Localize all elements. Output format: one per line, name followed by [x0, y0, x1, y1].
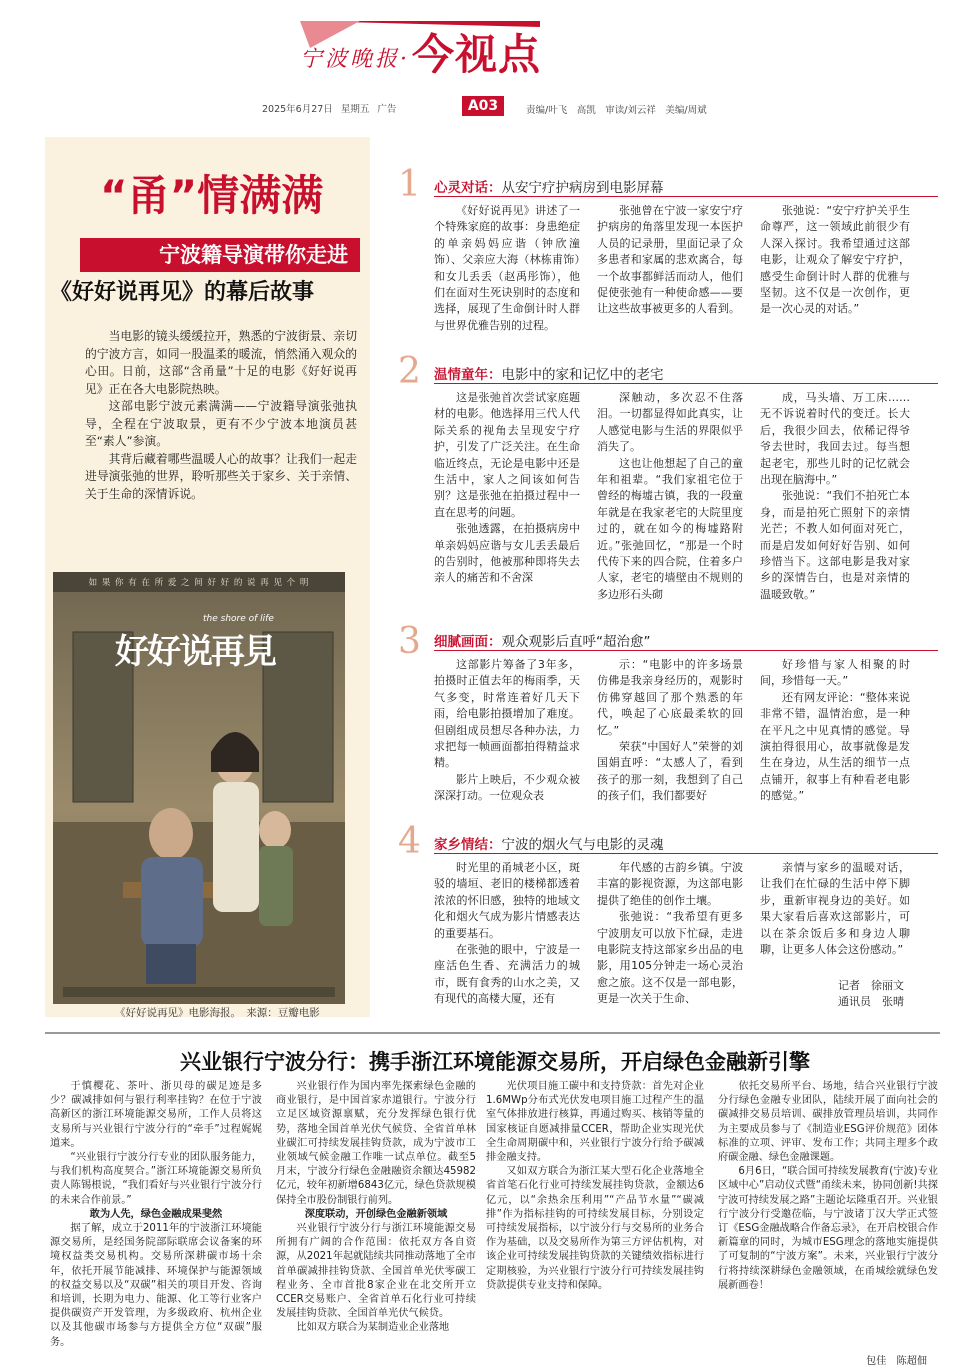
ad-label: 广告 — [377, 104, 397, 115]
body-paragraph: 张弛说：“我希望有更多宁波朋友可以放下忙碌，走进电影院支持这部家乡出品的电影，用105分钟走一场心灵治愈之旅。这不仅是一部电影，更是一次关于生命、 — [597, 910, 743, 1006]
article-divider — [45, 1032, 940, 1034]
section-number: 2 — [398, 351, 421, 392]
bank-article-byline: 包佳 陈超佃 — [866, 1356, 928, 1367]
feature-intro — [85, 328, 357, 503]
section-rule — [434, 196, 938, 197]
bank-paragraph: 光伏项目施工碳中和支持贷款：首先对企业1.6MWp分布式光伏发电项目施工过程产生的温室气体排放进行核算，再通过购买、核销等量的国家核证自愿减排量CCER，帮助企业实现光伏全生命周期碳中和，兴业银行宁波分行给予碳减排金融支持。 — [486, 1081, 704, 1164]
movie-poster-image — [53, 572, 345, 1004]
body-paragraph: 张弛曾在宁波一家安宁疗护病房的角落里发现一本医护人员的记录册，里面记录了众多患者和家属的悲欢离合，每一个故事都鲜活而动人，他们促使张弛有一种使命感——要让这些故事被更多的人看到。 — [597, 204, 743, 316]
body-paragraph: 张弛透露，在拍摄病房中单亲妈妈应谐与女儿丢丢最后的告别时，他被那种即将失去亲人的痛苦和不舍深 — [434, 522, 580, 585]
bank-paragraph: 又如双方联合为浙江某大型石化企业落地全省首笔石化行业可持续发展挂钩贷款，金额达6亿元，以“余热余压利用”“产品节水量”“碳减排”作为指标挂钩的可持续发展目标，分别设定可持续发展指标，以宁波分行与交易所的业务合作为基础，以及交易所作为第三方评估机构，对该企业可持续发展挂钩贷款的关键绩效指标进行定期核验，为兴业银行宁波分行可持续发展挂钩贷款提供专业支持和保障。 — [486, 1166, 704, 1291]
intro-paragraph: 这部电影宁波元素满满——宁波籍导演张弛执导，全程在宁波取景，更有不少宁波本地演员甚至“素人”参演。 — [85, 399, 357, 448]
bank-paragraph: 兴业银行宁波分行与浙江环境能源交易所拥有广阔的合作范围：依托双方各自资源，从2021年起就陆续共同推动落地了全市首单碳减排挂钩贷款、全国首单光伏零碳工程业务、全市首批8家企业在北交所开立CCER交易账户、全省首单石化行业可持续发展挂钩贷款、全国首单光伏气候贷。 — [276, 1223, 476, 1320]
section-title: 宁波的烟火气与电影的灵魂 — [501, 837, 664, 853]
poster-subtitle: the shore of life — [203, 614, 274, 624]
section-column — [597, 390, 743, 606]
body-paragraph: 这部影片筹备了3年多，拍摄时正值去年的梅雨季，天气多变，时常连着好几天下雨，给电影拍摄增加了难度。但剧组成员想尽各种办法，力求把每一帧画面都拍得精益求精。 — [434, 658, 580, 770]
bank-paragraph: 依托交易所平台、场地，结合兴业银行宁波分行绿色金融专业团队，陆续开展了面向社会的碳减排交易员培训、碳排放管理员培训，共同作为主要成员参与了《制造业ESG评价规范》团体标准的立项、评审、发布工作；共同主理多个政府碳金融、绿色金融课题。 — [718, 1081, 938, 1164]
feature-headline: “甬”情满满 — [100, 171, 324, 220]
bank-paragraph: 比如双方联合为某制造业企业落地 — [296, 1322, 450, 1334]
section-rule — [434, 650, 938, 651]
feature-subheadline: 《好好说再见》的幕后故事 — [50, 280, 315, 305]
bank-article-column — [718, 1080, 938, 1348]
body-paragraph: 在张弛的眼中，宁波是一座活色生香、充满活力的城市，既有食秀的山水之美，又有现代的高楼大厦，还有 — [434, 943, 580, 1006]
body-paragraph: 荣获“中国好人”荣誉的刘国娟直呼：“太感人了，看到孩子的那一刻，我想到了自己的孩子们，我们都要好 — [597, 740, 743, 803]
bank-paragraph: 于慎樱花、茶叶、浙贝母的碳足迹是多少？碳减排如何与银行利率挂钩？在位于宁波高新区的浙江环境能源交易所，工作人员将这支易所与兴业银行宁波分行的“牵手”过程娓娓道来。 — [50, 1081, 262, 1149]
intro-paragraph: 当电影的镜头缓缓拉开，熟悉的宁波街景、亲切的宁波方言，如同一股温柔的暖流，悄然涌入观众的心田。日前，这部“含甬量”十足的电影《好好说再见》正在各大电影院热映。 — [85, 329, 357, 396]
body-paragraph: 好珍惜与家人相聚的时间，珍惜每一天。” — [760, 658, 910, 688]
bank-paragraph: 据了解，成立于2011年的宁波浙江环境能源交易所，是经国务院部际联席会议备案的环境权益类交易机构。交易所深耕碳市场十余年，依托开展节能减排、环境保护与能源领域的权益交易以及“双碳”相关的项目开发、咨询和培训，长期为电力、能源、化工等行业客户提供碳资产开发管理，为多级政府、杭州企业以及其他碳市场参与方提供全方位“双碳”服务。 — [50, 1223, 262, 1348]
bank-subheading: 深度联动，开创绿色金融新领域 — [304, 1208, 448, 1220]
reporter-credit: 记者 徐丽文 — [838, 979, 904, 992]
feature-byline — [838, 978, 904, 1010]
bank-article-headline: 兴业银行宁波分行：携手浙江环境能源交易所，开启绿色金融新引擎 — [180, 1050, 810, 1074]
section-number: 4 — [398, 821, 421, 862]
body-paragraph: 影片上映后，不少观众被深深打动。一位观众表 — [434, 772, 580, 803]
section-column — [434, 657, 580, 807]
bank-article-column — [50, 1080, 262, 1370]
body-paragraph: 深触动，多次忍不住落泪。一切都显得如此真实，让人感觉电影与生活的界限似乎消失了。 — [597, 391, 743, 454]
editor-credits: 责编/叶飞 高凯 审读/刘云祥 美编/周斌 — [526, 105, 707, 116]
section-column — [597, 860, 743, 1015]
intro-paragraph: 其背后藏着哪些温暖人心的故事？让我们一起走进导演张弛的世界，聆听那些关于家乡、关于亲情、关于生命的深情诉说。 — [85, 451, 357, 501]
section-number: 3 — [398, 621, 421, 662]
section-title: 观众观影后直呼“超治愈” — [501, 634, 651, 650]
body-paragraph: 张弛说：“我们不拍死亡本身，而是拍死亡照射下的亲情光芒；不教人如何面对死亡，而是启发如何好好告别、如何珍惜当下。这部电影是我对家乡的深情告白，也是对亲情的温暖致敬。” — [760, 489, 910, 601]
section-heading — [434, 176, 664, 196]
body-paragraph: 时光里的甬城老小区，斑驳的墙垣、老旧的楼梯都透着浓浓的怀旧感，独特的地域文化和烟火气成为影片情感表达的重要基石。 — [434, 861, 580, 940]
section-keyword: 温情童年： — [434, 367, 502, 383]
section-rule — [434, 383, 938, 384]
section-heading — [434, 833, 664, 853]
bank-article-column — [276, 1080, 476, 1370]
section-column — [434, 203, 580, 343]
weekday: 星期五 — [340, 104, 370, 115]
body-paragraph: 《好好说再见》讲述了一个特殊家庭的故事：身患绝症的单亲妈妈应谐（钟欣潼饰）、父亲应大海（林栋甫饰）和女儿丢丢（赵禹彤饰），他们在面对生死诀别时的态度和选择，展现了生命倒计时人群与世界优雅告别的过程。 — [434, 204, 580, 332]
feature-subheadline-banner: 宁波籍导演带你走进 — [80, 238, 360, 272]
body-paragraph: 还有网友评论：“整体来说非常不错，温情治愈，是一种在平凡之中见真情的感觉。导演拍得很用心，故事就像是发生在身边，从生活的细节一点点铺开，叙事上有种看老电影的感觉。” — [760, 690, 910, 803]
section-rule — [434, 853, 938, 854]
section-column — [434, 860, 580, 1015]
bank-paragraph: 兴业银行作为国内率先探索绿色金融的商业银行，是中国首家赤道银行。宁波分行立足区域资源禀赋，充分发挥绿色银行优势，落地全国首单光伏气候贷、全省首单林业碳汇可持续发展挂钩贷款，成为宁波市工业领域气候金融工作唯一试点单位。截至5月末，宁波分行绿色金融融资余额达45982亿元，较年初新增6843亿元，绿色贷款规模保持全市股份制银行前列。 — [276, 1081, 476, 1206]
poster-title: 好好说再見 — [115, 632, 275, 672]
poster-banner-text: 如 果 你 有 在 所 爱 之 间 好 好 的 说 再 见 个 明 — [88, 578, 310, 588]
body-paragraph: 这是张弛首次尝试家庭题材的电影。他选择用三代人代际关系的视角去呈现安宁疗护，引发了广泛关注。在生命临近终点，无论是电影中还是生活中，家人之间该如何告别？这是张弛在拍摄过程中一直在思考的问题。 — [434, 391, 580, 519]
bank-paragraph: 6月6日，“联合国可持续发展教育(宁波)专业区域中心”启动仪式暨“甬续未来，协同创新!共探宁波可持续发展之路”主题论坛隆重召开。兴业银行宁波分行受邀莅临，与宁波诸丁汉大学正式签订《ESG金融战略合作备忘录》，在开启校银合作新篇章的同时，为城市ESG理念的落地实施提供了可复制的“宁波方案”。未来，兴业银行宁波分行将持续深耕绿色金融领域，在甬城绘就绿色发展新画卷！ — [718, 1166, 938, 1291]
section-title: 今视点 — [412, 30, 542, 79]
section-heading — [434, 630, 651, 650]
section-column — [760, 860, 910, 972]
section-column — [597, 203, 743, 343]
section-title: 从安宁疗护病房到电影屏幕 — [501, 180, 664, 196]
section-title: 电影中的家和记忆中的老宅 — [501, 367, 664, 383]
section-keyword: 细腻画面： — [434, 634, 502, 650]
body-paragraph: 年代感的古韵乡镇。宁波丰富的影视资源，为这部电影提供了绝佳的创作土壤。 — [597, 861, 743, 907]
section-column — [760, 390, 910, 606]
body-paragraph: 成，马头墙、万工床……无不诉说着时代的变迁。长大后，我很少回去，依稀记得爷爷去世时，我回去过。每当想起老宅，那些儿时的记忆就会出现在脑海中。” — [760, 391, 910, 487]
paper-name: 宁波晚报· — [300, 47, 411, 72]
date: 2025年6月27日 — [262, 104, 333, 115]
section-keyword: 家乡情结： — [434, 837, 502, 853]
section-column — [597, 657, 743, 807]
correspondent-credit: 通讯员 张晴 — [838, 995, 904, 1008]
poster-caption: 《好好说再见》电影海报。 来源：豆瓣电影 — [115, 1007, 320, 1019]
section-column — [760, 657, 910, 807]
bank-paragraph: “兴业银行宁波分行专业的团队服务能力，与我们机构高度契合。”浙江环境能源交易所负责人陈锡根说，“我们看好与兴业银行宁波分行的未来合作前景。” — [50, 1152, 262, 1206]
section-keyword: 心灵对话： — [434, 180, 502, 196]
section-column — [434, 390, 580, 606]
bank-subheading: 敢为人先，绿色金融成果斐然 — [89, 1208, 223, 1220]
bank-article-column — [486, 1080, 704, 1370]
page-number-badge: A03 — [462, 96, 504, 116]
section-column — [760, 203, 910, 343]
section-heading — [434, 363, 664, 383]
body-paragraph: 示：“电影中的许多场景仿佛是我亲身经历的，观影时仿佛穿越回了那个熟悉的年代，唤起了心底最柔软的回忆。” — [597, 658, 743, 737]
body-paragraph: 这也让他想起了自己的童年和祖辈。“我们家祖宅位于曾经的梅墟古镇，我的一段童年就是在我家老宅的大院里度过的，就在如今的梅墟路附近。”张弛回忆，“那是一个时代传下来的四合院，住着多户人家，老宅的墙壁由不规则的多边形石头砌 — [597, 456, 743, 601]
body-paragraph: 张弛说：“安宁疗护关乎生命尊严，这一领域此前很少有人深入探讨。我希望通过这部电影，让观众了解安宁疗护，感受生命倒计时人群的优雅与坚韧。这不仅是一次创作，更是一次心灵的对话。” — [760, 204, 910, 316]
body-paragraph: 亲情与家乡的温暖对话，让我们在忙碌的生活中停下脚步，重新审视身边的美好。如果大家看后喜欢这部影片，可以在茶余饭后多和身边人聊聊，让更多人体会这份感动。” — [760, 861, 910, 957]
section-number: 1 — [398, 164, 421, 205]
